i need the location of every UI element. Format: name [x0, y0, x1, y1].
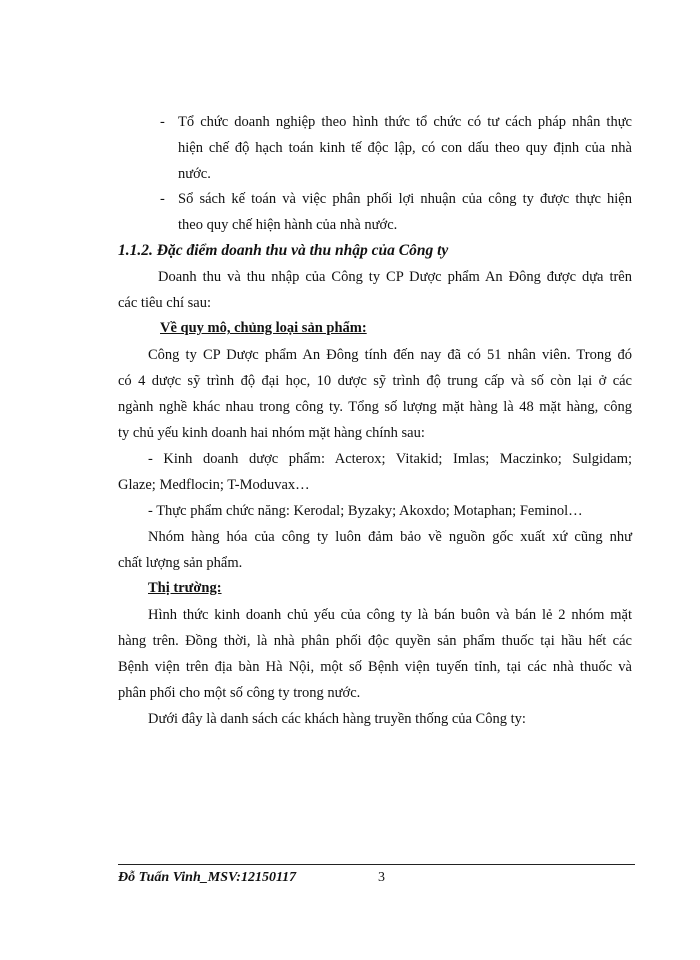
products-line-1: Công ty CP Dược phẩm An Đông tính đến nay đã có 51 nhân viên. Trong đó — [148, 347, 632, 363]
bullet-1-line-3: nước. — [178, 166, 211, 182]
market-line-2: hàng trên. Đồng thời, là nhà phân phối độc quyền sản phẩm thuốc tại hầu hết các — [118, 633, 632, 649]
footer-author: Đỗ Tuấn Vinh_MSV:12150117 — [118, 870, 297, 885]
bullet-dash: - — [160, 191, 165, 207]
customers-intro: Dưới đây là danh sách các khách hàng truyền thống của Công ty: — [148, 711, 526, 727]
subheading-market: Thị trường: — [148, 580, 222, 596]
quality-line-1: Nhóm hàng hóa của công ty luôn đảm bảo về nguồn gốc xuất xứ cũng như — [148, 529, 632, 545]
products-line-3: ngành nghề khác nhau trong công ty. Tổng số lượng mặt hàng là 48 mặt hàng, công — [118, 399, 632, 415]
bullet-dash: - — [160, 114, 165, 130]
products-line-2: có 4 dược sỹ trình độ đại học, 10 dược sỹ trình độ trung cấp và số còn lại ở các — [118, 373, 632, 389]
bullet-1-line-1: Tổ chức doanh nghiệp theo hình thức tổ chức có tư cách pháp nhân thực — [178, 114, 632, 130]
pharma-line-1: - Kinh doanh dược phẩm: Acterox; Vitakid; Imlas; Maczinko; Sulgidam; — [148, 451, 632, 467]
market-line-4: phân phối cho một số công ty trong nước. — [118, 685, 361, 701]
bullet-1-line-2: hiện chế độ hạch toán kinh tế độc lập, có con dấu theo quy định của nhà — [178, 140, 632, 156]
market-line-3: Bệnh viện trên địa bàn Hà Nội, một số Bệnh viện tuyến tỉnh, tại các nhà thuốc và — [118, 659, 632, 675]
bullet-2-line-1: Sổ sách kế toán và việc phân phối lợi nhuận của công ty được thực hiện — [178, 191, 632, 207]
market-line-1: Hình thức kinh doanh chủ yếu của công ty là bán buôn và bán lẻ 2 nhóm mặt — [148, 607, 632, 623]
bullet-2-line-2: theo quy chế hiện hành của nhà nước. — [178, 217, 398, 233]
pharma-line-2: Glaze; Medflocin; T-Moduvax… — [118, 477, 310, 493]
products-line-4: ty chủ yếu kinh doanh hai nhóm mặt hàng chính sau: — [118, 425, 425, 441]
food-line: - Thực phẩm chức năng: Kerodal; Byzaky; Akoxdo; Motaphan; Feminol… — [148, 503, 583, 519]
page-number: 3 — [378, 870, 385, 885]
footer-rule — [118, 864, 635, 865]
intro-line-2: các tiêu chí sau: — [118, 295, 211, 311]
intro-line-1: Doanh thu và thu nhập của Công ty CP Dược phẩm An Đông được dựa trên — [158, 269, 632, 285]
subheading-products: Về quy mô, chủng loại sản phẩm: — [160, 320, 367, 336]
quality-line-2: chất lượng sản phẩm. — [118, 555, 243, 571]
section-heading: 1.1.2. Đặc điểm doanh thu và thu nhập của Công ty — [118, 242, 449, 259]
